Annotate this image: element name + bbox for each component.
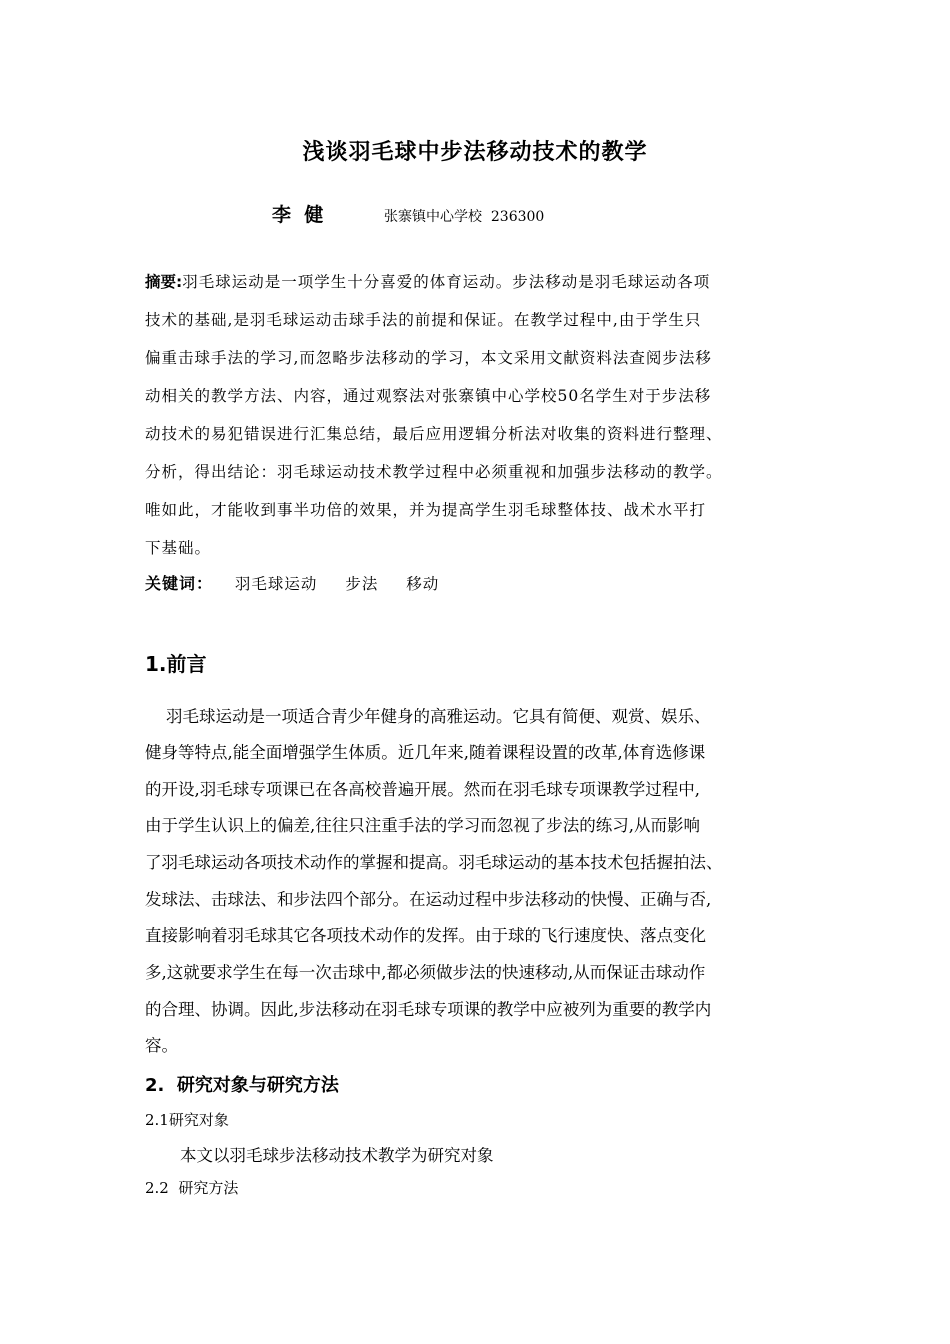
section-heading-methods: 2. 研究对象与研究方法 [145, 1075, 339, 1096]
keyword-item: 步法 [345, 575, 379, 593]
abstract-line: 动相关的教学方法、内容，通过观察法对张寨镇中心学校50名学生对于步法移 [145, 387, 712, 405]
paragraph-line: 了羽毛球运动各项技术动作的掌握和提高。羽毛球运动的基本技术包括握拍法、 [145, 853, 723, 872]
abstract-line: 偏重击球手法的学习,而忽略步法移动的学习，本文采用文献资料法查阅步法移 [145, 349, 712, 367]
paragraph-line: 的开设,羽毛球专项课已在各高校普遍开展。然而在羽毛球专项课教学过程中, [145, 780, 700, 799]
subsection-heading-object: 2.1研究对象 [145, 1111, 229, 1129]
keywords-label: 关键词： [145, 574, 214, 593]
abstract-label: 摘要: [145, 273, 183, 291]
author-affiliation: 张寨镇中心学校 236300 [384, 209, 545, 225]
paragraph-line: 的合理、协调。因此,步法移动在羽毛球专项课的教学中应被列为重要的教学内 [145, 1000, 712, 1019]
section-heading-intro: 1.前言 [145, 652, 207, 676]
abstract-text: 羽毛球运动是一项学生十分喜爱的体育运动。步法移动是羽毛球运动各项 [182, 273, 711, 291]
keyword-item: 羽毛球运动 [234, 575, 318, 593]
paragraph-line: 发球法、击球法、和步法四个部分。在运动过程中步法移动的快慢、正确与否, [145, 890, 712, 909]
keywords-line [145, 571, 461, 594]
paragraph-line: 羽毛球运动是一项适合青少年健身的高雅运动。它具有简便、观赏、娱乐、 [145, 707, 711, 726]
subsection-text: 本文以羽毛球步法移动技术教学为研究对象 [180, 1146, 494, 1165]
paragraph-line: 容。 [145, 1036, 178, 1055]
paragraph-line: 健身等特点,能全面增强学生体质。近几年来,随着课程设置的改革,体育选修课 [145, 743, 706, 762]
abstract-line [145, 270, 710, 292]
abstract-line: 下基础。 [145, 539, 212, 557]
paragraph-line: 多,这就要求学生在每一次击球中,都必须做步法的快速移动,从而保证击球动作 [145, 963, 706, 982]
abstract-line: 分析，得出结论：羽毛球运动技术教学过程中必须重视和加强步法移动的教学。 [145, 463, 723, 481]
subsection-heading-method: 2.2 研究方法 [145, 1179, 239, 1197]
paragraph-line: 由于学生认识上的偏差,往往只注重手法的学习而忽视了步法的练习,从而影响 [145, 816, 700, 835]
abstract-line: 动技术的易犯错误进行汇集总结，最后应用逻辑分析法对收集的资料进行整理、 [145, 425, 723, 443]
paper-title: 浅谈羽毛球中步法移动技术的教学 [302, 140, 648, 165]
paragraph-line: 直接影响着羽毛球其它各项技术动作的发挥。由于球的飞行速度快、落点变化 [145, 926, 706, 945]
abstract-line: 唯如此，才能收到事半功倍的效果，并为提高学生羽毛球整体技、战术水平打 [145, 501, 707, 519]
keyword-item: 移动 [406, 575, 440, 593]
abstract-line: 技术的基础,是羽毛球运动击球手法的前提和保证。在教学过程中,由于学生只 [145, 311, 702, 329]
author-name: 李 健 [272, 204, 324, 226]
